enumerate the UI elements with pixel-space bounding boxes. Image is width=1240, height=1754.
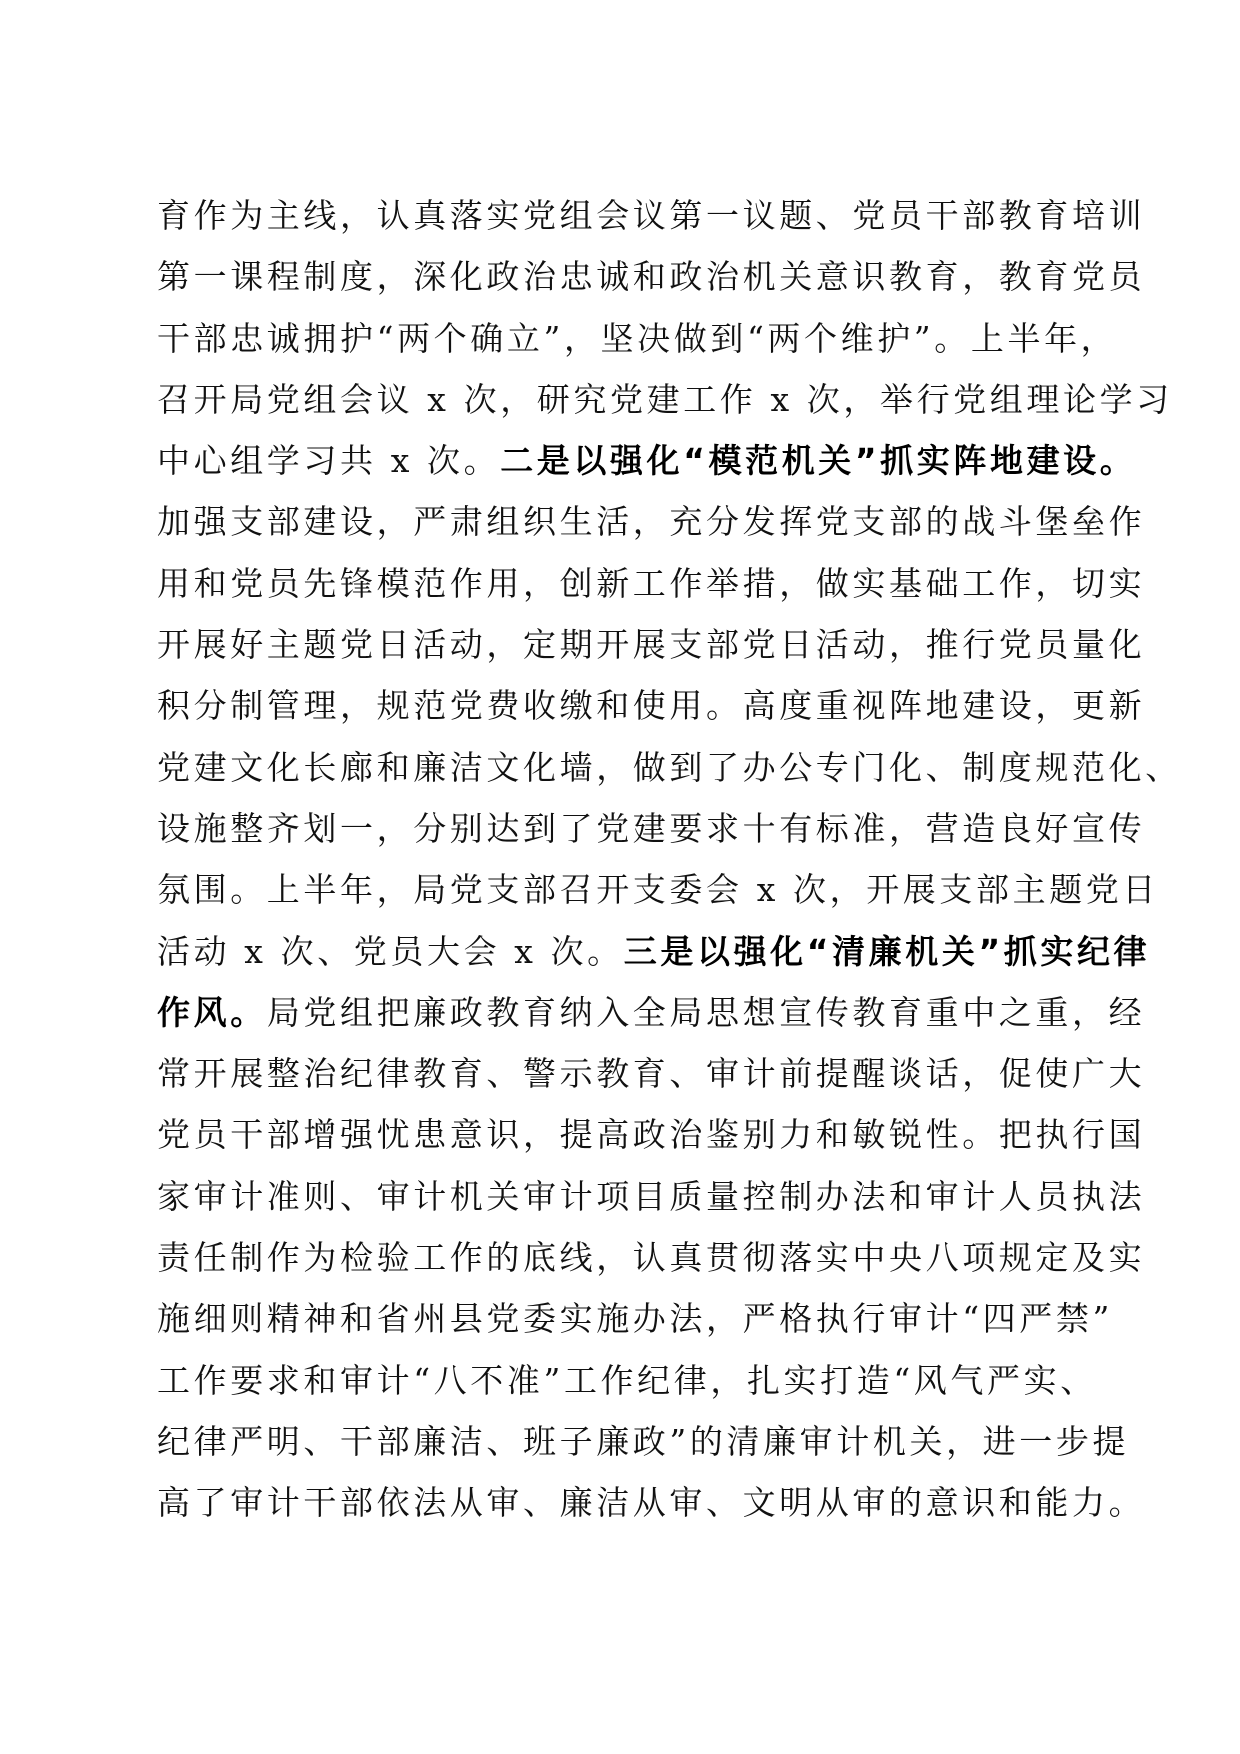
bold-heading-text: 三是以强化“清廉机关”抓实纪律 <box>623 931 1151 971</box>
text-line <box>157 1104 1146 1165</box>
paragraph-text: 召开局党组会议 x 次，研究党建工作 x 次，举行党组理论学习 <box>157 379 1173 419</box>
text-line <box>157 430 1137 491</box>
text-line <box>157 369 1173 430</box>
text-line <box>157 1288 1113 1349</box>
text-line <box>157 1350 1097 1411</box>
paragraph-text: 加强支部建设，严肃组织生活，充分发挥党支部的战斗堡垒作 <box>157 502 1146 542</box>
paragraph-text: 常开展整治纪律教育、警示教育、审计前提醒谈话，促使广大 <box>157 1054 1146 1094</box>
text-line <box>157 675 1146 736</box>
paragraph-text: 纪律严明、干部廉洁、班子廉政”的清廉审计机关，进一步提 <box>157 1421 1130 1461</box>
paragraph-text: 责任制作为检验工作的底线，认真贯彻落实中央八项规定及实 <box>157 1238 1146 1278</box>
text-line <box>157 614 1146 675</box>
paragraph-text: 用和党员先锋模范作用，创新工作举措，做实基础工作，切实 <box>157 563 1146 603</box>
paragraph-text: 高了审计干部依法从审、廉洁从审、文明从审的意识和能力。 <box>157 1483 1146 1523</box>
text-line <box>157 553 1146 614</box>
paragraph-text: 工作要求和审计“八不准”工作纪律，扎实打造“风气严实、 <box>157 1360 1097 1400</box>
text-line <box>157 1472 1146 1533</box>
text-line <box>157 1227 1146 1288</box>
body-text <box>157 185 1182 1534</box>
paragraph-text: 活动 x 次、党员大会 x 次。 <box>157 931 624 971</box>
paragraph-text: 家审计准则、审计机关审计项目质量控制办法和审计人员执法 <box>157 1176 1146 1216</box>
text-line <box>157 737 1182 798</box>
paragraph-text: 局党组把廉政教育纳入全局思想宣传教育重中之重，经 <box>266 992 1146 1032</box>
text-line <box>157 246 1146 307</box>
text-line <box>157 1166 1146 1227</box>
text-line <box>157 1411 1130 1472</box>
bold-heading-text: 二是以强化“模范机关”抓实阵地建设。 <box>500 441 1137 481</box>
text-line <box>157 859 1159 920</box>
paragraph-text: 育作为主线，认真落实党组会议第一议题、党员干部教育培训 <box>157 196 1146 235</box>
bold-heading-text: 作风。 <box>157 992 267 1032</box>
text-line <box>157 1043 1146 1104</box>
paragraph-text: 设施整齐划一，分别达到了党建要求十有标准，营造良好宣传 <box>157 808 1146 848</box>
paragraph-text: 干部忠诚拥护“两个确立”，坚决做到“两个维护”。上半年， <box>157 318 1118 358</box>
paragraph-text: 氛围。上半年，局党支部召开支委会 x 次，开展支部主题党日 <box>157 870 1159 910</box>
paragraph-text: 积分制管理，规范党费收缴和使用。高度重视阵地建设，更新 <box>157 686 1146 726</box>
paragraph-text: 开展好主题党日活动，定期开展支部党日活动，推行党员量化 <box>157 625 1146 665</box>
text-line <box>157 921 1151 982</box>
paragraph-text: 第一课程制度，深化政治忠诚和政治机关意识教育，教育党员 <box>157 257 1146 297</box>
paragraph-text: 党建文化长廊和廉洁文化墙，做到了办公专门化、制度规范化、 <box>157 747 1182 787</box>
paragraph-text: 中心组学习共 x 次。 <box>157 441 501 481</box>
text-line <box>157 798 1146 859</box>
text-line <box>157 185 1146 246</box>
paragraph-text: 施细则精神和省州县党委实施办法，严格执行审计“四严禁” <box>157 1299 1113 1339</box>
text-line <box>157 308 1118 369</box>
text-line <box>157 982 1146 1043</box>
text-line <box>157 491 1146 552</box>
paragraph-text: 党员干部增强忧患意识，提高政治鉴别力和敏锐性。把执行国 <box>157 1115 1146 1155</box>
